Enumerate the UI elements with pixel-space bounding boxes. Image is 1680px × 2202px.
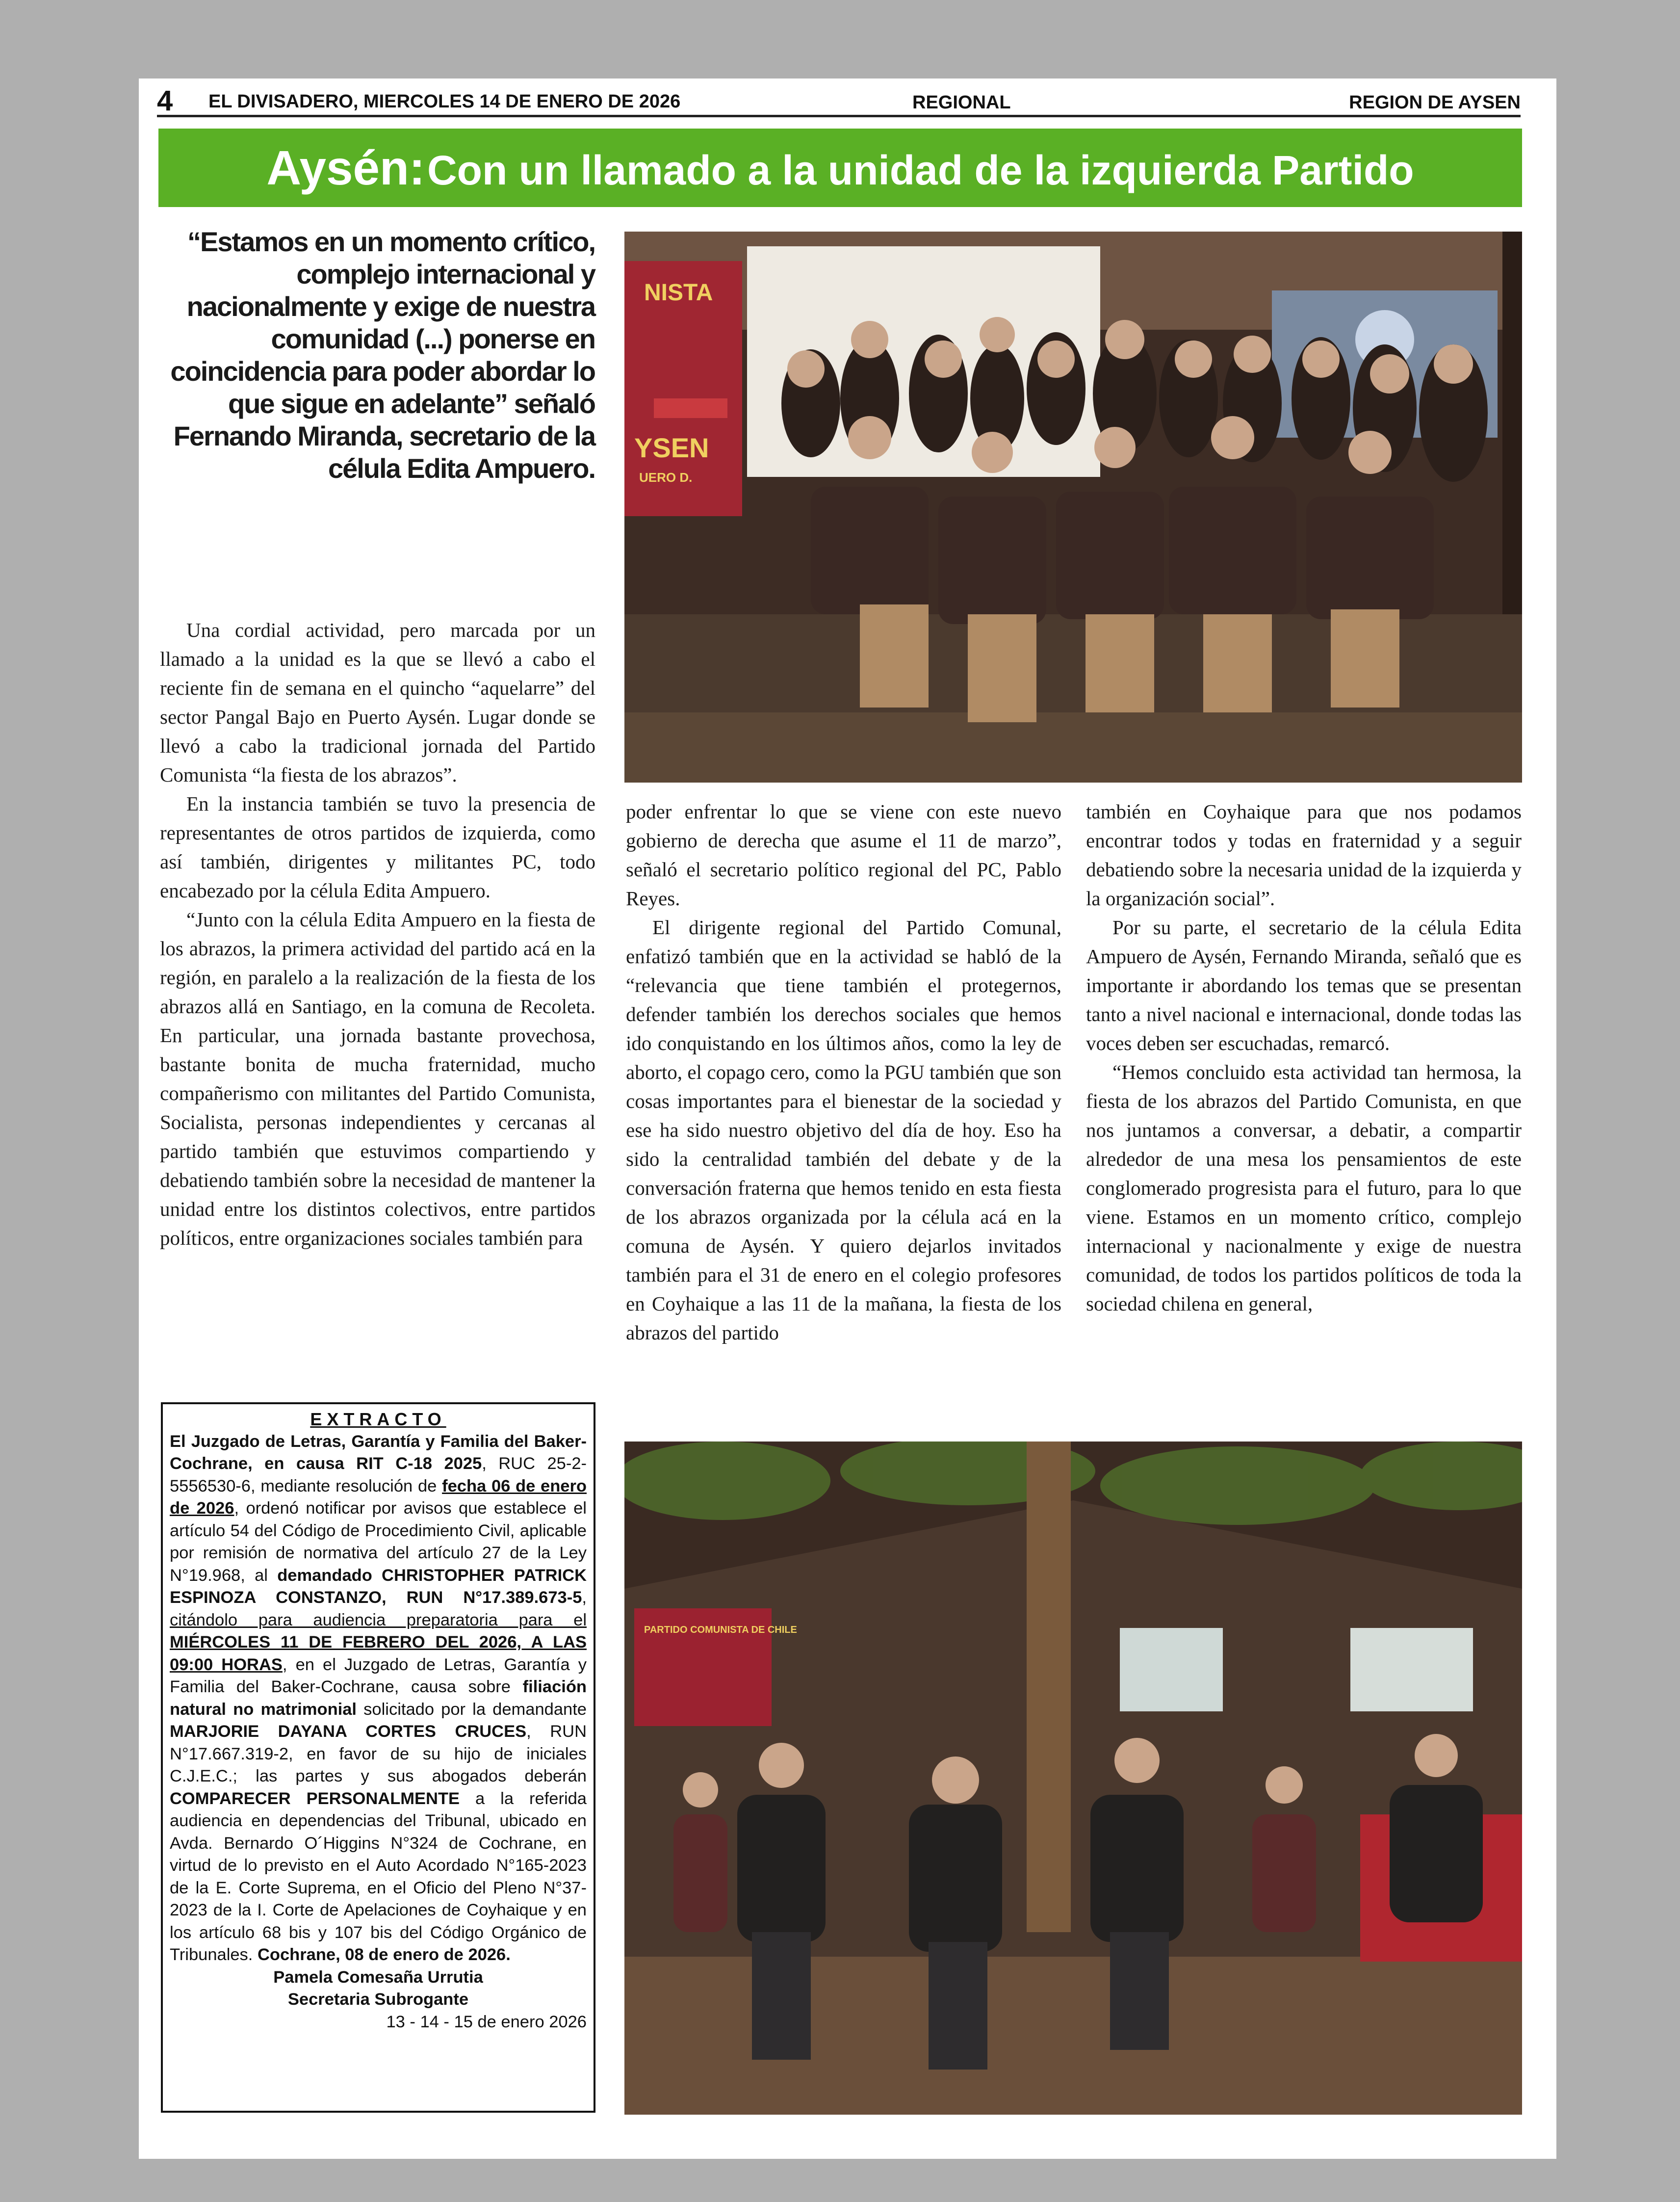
gathering-photo-illustration	[624, 1442, 1522, 2115]
group-photo	[624, 232, 1522, 783]
notice-text: Cochrane, 08 de enero de 2026.	[257, 1945, 511, 1964]
notice-text: , en el Juzgado de Letras, Garantía y Familia del Baker-Cochrane, causa sobre	[170, 1655, 587, 1696]
notice-text: a la referida audiencia en dependencias del Tribunal, ubicado en Avda. Bernardo O´Higgins N°324 de Cochrane, en virtud de lo previsto en el Auto Acordado N°165-2023 de la E. Corte Suprema, en el Oficio del Pleno N°37-2023 de la I. Corte de Apelaciones de Coyhaique y en los artículo 68 bis y 107 bis del Código Orgánico de Tribunales.	[170, 1789, 587, 1964]
notice-text: ,	[582, 1588, 587, 1607]
headline-banner	[158, 129, 1522, 207]
legal-notice-title: EXTRACTO	[310, 1409, 446, 1429]
notice-text: COMPARECER PERSONALMENTE	[170, 1789, 460, 1808]
pull-quote: “Estamos en un momento crítico, complejo internacional y nacionalmente y exige de nuestra comunidad (...) ponerse en coincidencia para poder abordar lo que sigue en adelante” señaló Fernando Miranda, secretario de la célula Edita Ampuero.	[170, 226, 595, 484]
article-column-3	[1086, 797, 1522, 1318]
notice-text: , RUC 25-2-5556530-6, mediante resolución de	[170, 1454, 587, 1495]
notice-text: solicitado por la demandante	[357, 1700, 587, 1719]
notice-text: demandado CHRISTOPHER PATRICK ESPINOZA CONSTANZO, RUN N°17.389.673-5	[170, 1566, 587, 1607]
article-paragraph: “Junto con la célula Edita Ampuero en la fiesta de los abrazos, la primera actividad del partido acá en la región, en paralelo a la realización de la fiesta de los abrazos allá en Santiago, en la comuna de Recoleta. En particular, una jornada bastante provechosa, bastante bonita de mucha fraternidad, mucho compañerismo con militantes del Partido Comunista, Socialista, personas independientes y cercanas al partido también que estuvimos compartiendo y debatiendo también sobre la necesidad de mantener la unidad entre los distintos colectivos, entre partidos políticos, entre organizaciones sociales también para	[160, 908, 595, 1249]
headline-place: Aysén:	[266, 141, 425, 195]
article-paragraph: “Hemos concluido esta actividad tan hermosa, la fiesta de los abrazos del Partido Comunista, en que nos juntamos a conversar, a debatir, a compartir alrededor de una mesa los pensamientos de este conglomerado progresista para el futuro, para lo que viene. Estamos en un momento crítico, complejo internacional y nacionalmente y exige de nuestra comunidad, de todos los partidos políticos de toda la sociedad chilena en general,	[1086, 1061, 1522, 1315]
notice-publication-dates: 13 - 14 - 15 de enero 2026	[386, 2012, 587, 2031]
photo-banner-text-4: PARTIDO COMUNISTA DE CHILE	[644, 1625, 797, 1635]
article-column-2	[626, 797, 1061, 1347]
notice-signer: Pamela Comesaña Urrutia	[273, 1967, 483, 1987]
legal-notice-box	[161, 1402, 595, 2113]
page-header	[157, 87, 1521, 117]
article-paragraph: En la instancia también se tuvo la presencia de representantes de otros partidos de izquierda, como así también, dirigentes y militantes PC, todo encabezado por la célula Edita Ampuero.	[160, 792, 595, 902]
region-name: REGION DE AYSEN	[1349, 92, 1521, 113]
notice-text: , RUN N°17.667.319-2, en favor de su hijo de iniciales C.J.E.C.; las partes y sus abogados deberán	[170, 1722, 587, 1785]
page-number: 4	[157, 85, 173, 117]
gathering-photo	[624, 1442, 1522, 2115]
section-name: REGIONAL	[912, 92, 1011, 113]
article-paragraph: Por su parte, el secretario de la célula Edita Ampuero de Aysén, Fernando Miranda, señaló que es importante ir abordando los temas que se presentan tanto a nivel nacional e internacional, donde todas las voces deben ser escuchadas, remarcó.	[1086, 916, 1522, 1054]
notice-text: citándolo para audiencia preparatoria para el	[170, 1610, 587, 1629]
notice-text: filiación natural no matrimonial	[170, 1678, 587, 1719]
photo-banner-text-3: UERO D.	[639, 470, 693, 485]
article-paragraph: poder enfrentar lo que se viene con este nuevo gobierno de derecha que asume el 11 de marzo”, señaló el secretario político regional del PC, Pablo Reyes.	[626, 800, 1061, 910]
group-photo-illustration	[624, 232, 1522, 783]
notice-text: MIÉRCOLES 11 DE FEBRERO DEL 2026, A LAS 09:00 HORAS	[170, 1633, 587, 1674]
article-paragraph: también en Coyhaique para que nos podamos encontrar todos y todas en fraternidad y a seguir debatiendo sobre la necesaria unidad de la izquierda y la organización social”.	[1086, 800, 1522, 910]
headline-title: Con un llamado a la unidad de la izquierda Partido	[427, 147, 1414, 193]
notice-text: MARJORIE DAYANA CORTES CRUCES	[170, 1722, 527, 1741]
notice-text: fecha 06 de enero de 2026	[170, 1476, 587, 1518]
photo-banner-text: NISTA	[644, 280, 713, 306]
article-paragraph: El dirigente regional del Partido Comunal, enfatizó también que en la actividad se habló de la “relevancia que tiene también el protegernos, defender también los derechos sociales que hemos ido conquistando en los últimos años, como la ley de aborto, el copago cero, como la PGU también que son cosas importantes para el bienestar de la sociedad y ese ha sido nuestro objetivo del día de hoy. Eso ha sido la centralidad también del debate y de la conversación fraterna que hemos tenido en esta fiesta de los abrazos organizada por la célula acá en la comuna de Aysén. Y quiero dejarlos invitados también para el 31 de enero en el colegio profesores en Coyhaique a las 11 de la mañana, la fiesta de los abrazos del partido	[626, 916, 1061, 1344]
notice-text: , ordenó notificar por avisos que establece el artículo 54 del Código de Procedimiento Civil, aplicable por remisión de normativa del artículo 27 de la Ley N°19.968, al	[170, 1499, 587, 1585]
notice-signer-role: Secretaria Subrogante	[287, 1990, 469, 2009]
paper-date: EL DIVISADERO, MIERCOLES 14 DE ENERO DE 2026	[208, 91, 681, 112]
legal-notice-body	[170, 1431, 587, 1966]
article-paragraph: Una cordial actividad, pero marcada por un llamado a la unidad es la que se llevó a cabo el reciente fin de semana en el quincho “aquelarre” del sector Pangal Bajo en Puerto Aysén. Lugar donde se llevó a cabo la tradicional jornada del Partido Comunista “la fiesta de los abrazos”.	[160, 619, 595, 786]
article-column-1	[160, 616, 595, 1253]
photo-banner-text-2: YSEN	[634, 432, 709, 463]
notice-text: El Juzgado de Letras, Garantía y Familia del Baker-Cochrane, en causa RIT C-18 2025	[170, 1432, 587, 1473]
